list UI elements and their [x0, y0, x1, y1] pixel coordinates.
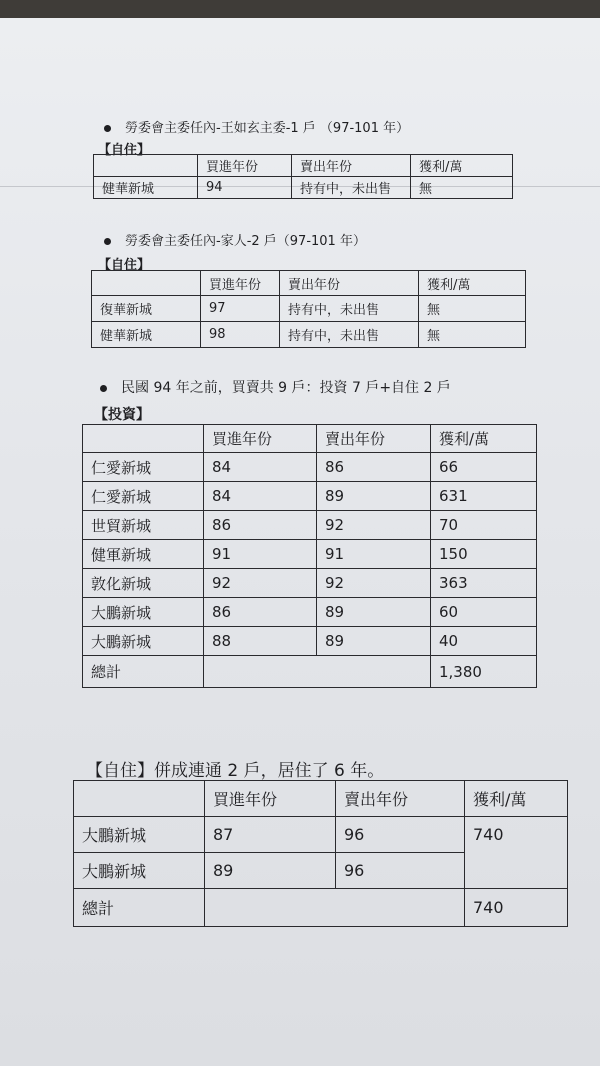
table-header-cell: [83, 425, 204, 453]
table-cell: 92: [317, 569, 431, 598]
section2-table: [91, 270, 526, 348]
table-cell: 89: [317, 482, 431, 511]
table-header-cell: 買進年份: [205, 781, 336, 817]
table-header-cell: 賣出年份: [336, 781, 465, 817]
table-cell: 88: [204, 627, 317, 656]
table-row: [83, 453, 537, 482]
table-header-row: [92, 271, 526, 296]
table-cell: 84: [204, 453, 317, 482]
total-empty-cell: [204, 656, 431, 688]
table-cell: 無: [411, 177, 513, 199]
table-total-row: [83, 656, 537, 688]
bullet-dot-icon: [100, 385, 107, 392]
table-cell: 92: [204, 569, 317, 598]
table-cell: 97: [201, 296, 280, 322]
table-header-cell: 獲利/萬: [411, 155, 513, 177]
table-cell: 敦化新城: [83, 569, 204, 598]
table-cell: 仁愛新城: [83, 453, 204, 482]
section1-label: 【自住】: [98, 143, 151, 158]
table-header-cell: [94, 155, 198, 177]
table-cell: 大鵬新城: [74, 853, 205, 889]
table-cell: 40: [431, 627, 537, 656]
table-cell: 86: [204, 598, 317, 627]
table-cell: 健華新城: [94, 177, 198, 199]
section1-table: [93, 154, 513, 199]
table-cell: 世貿新城: [83, 511, 204, 540]
section3-bullet-text: 民國 94 年之前，買賣共 9 戶：投資 7 戶+自住 2 戶: [121, 380, 451, 396]
table-cell: 持有中，未出售: [280, 296, 419, 322]
table-header-row: [94, 155, 513, 177]
table-cell: 89: [317, 627, 431, 656]
table-cell: 66: [431, 453, 537, 482]
table-row: [83, 540, 537, 569]
table-header-cell: 獲利/萬: [465, 781, 568, 817]
table-cell: 持有中，未出售: [292, 177, 411, 199]
total-label-cell: 總計: [74, 889, 205, 927]
table-cell: 大鵬新城: [74, 817, 205, 853]
table-row: [74, 817, 568, 853]
table-header-row: [83, 425, 537, 453]
table-cell: 復華新城: [92, 296, 201, 322]
table-cell: 96: [336, 853, 465, 889]
table-row: [83, 482, 537, 511]
table-header-cell: 獲利/萬: [431, 425, 537, 453]
section3-label: 【投資】: [94, 407, 150, 423]
table-header-row: [74, 781, 568, 817]
total-value-cell: 1,380: [431, 656, 537, 688]
table-cell: 大鵬新城: [83, 627, 204, 656]
table-cell: 91: [317, 540, 431, 569]
table-total-row: [74, 889, 568, 927]
table-cell: 無: [419, 322, 526, 348]
total-label-cell: 總計: [83, 656, 204, 688]
table-cell: 60: [431, 598, 537, 627]
table-cell: 持有中，未出售: [280, 322, 419, 348]
table-cell: 86: [204, 511, 317, 540]
table-header-cell: [92, 271, 201, 296]
table-header-cell: 買進年份: [201, 271, 280, 296]
table-header-cell: 賣出年份: [317, 425, 431, 453]
table-cell: 91: [204, 540, 317, 569]
section1-bullet-text: 勞委會主委任內-王如玄主委-1 戶 （97-101 年）: [125, 121, 410, 136]
section3-bullet: [100, 377, 451, 397]
table-cell: 363: [431, 569, 537, 598]
table-cell: 96: [336, 817, 465, 853]
table-row: [92, 322, 526, 348]
table-cell: 92: [317, 511, 431, 540]
table-row: [92, 296, 526, 322]
section4-table: [73, 780, 568, 927]
table-cell: 98: [201, 322, 280, 348]
section1-bullet: [104, 117, 409, 136]
table-header-cell: 賣出年份: [280, 271, 419, 296]
table-row: [83, 598, 537, 627]
table-cell: 仁愛新城: [83, 482, 204, 511]
table-row: [83, 511, 537, 540]
table-cell: 健軍新城: [83, 540, 204, 569]
table-cell: 89: [317, 598, 431, 627]
bullet-dot-icon: [104, 125, 111, 132]
table-header-cell: 買進年份: [204, 425, 317, 453]
table-cell: 84: [204, 482, 317, 511]
table-cell: 無: [419, 296, 526, 322]
table-header-cell: 賣出年份: [292, 155, 411, 177]
table-row: [83, 569, 537, 598]
table-row: [94, 177, 513, 199]
table-cell: 631: [431, 482, 537, 511]
table-cell: 150: [431, 540, 537, 569]
table-cell: 94: [198, 177, 292, 199]
section2-bullet: [104, 230, 366, 249]
merged-profit-cell: 740: [465, 817, 568, 889]
table-header-cell: 獲利/萬: [419, 271, 526, 296]
section2-bullet-text: 勞委會主委任內-家人-2 戶（97-101 年）: [125, 234, 366, 249]
table-cell: 87: [205, 817, 336, 853]
total-value-cell: 740: [465, 889, 568, 927]
bullet-dot-icon: [104, 238, 111, 245]
table-cell: 70: [431, 511, 537, 540]
section3-table: [82, 424, 537, 688]
table-cell: 健華新城: [92, 322, 201, 348]
table-header-cell: [74, 781, 205, 817]
total-empty-cell: [205, 889, 465, 927]
section2-label: 【自住】: [98, 258, 151, 273]
table-row: [83, 627, 537, 656]
table-cell: 86: [317, 453, 431, 482]
table-header-cell: 買進年份: [198, 155, 292, 177]
table-cell: 89: [205, 853, 336, 889]
table-cell: 大鵬新城: [83, 598, 204, 627]
section4-heading: 【自住】併成連通 2 戶，居住了 6 年。: [86, 761, 385, 781]
